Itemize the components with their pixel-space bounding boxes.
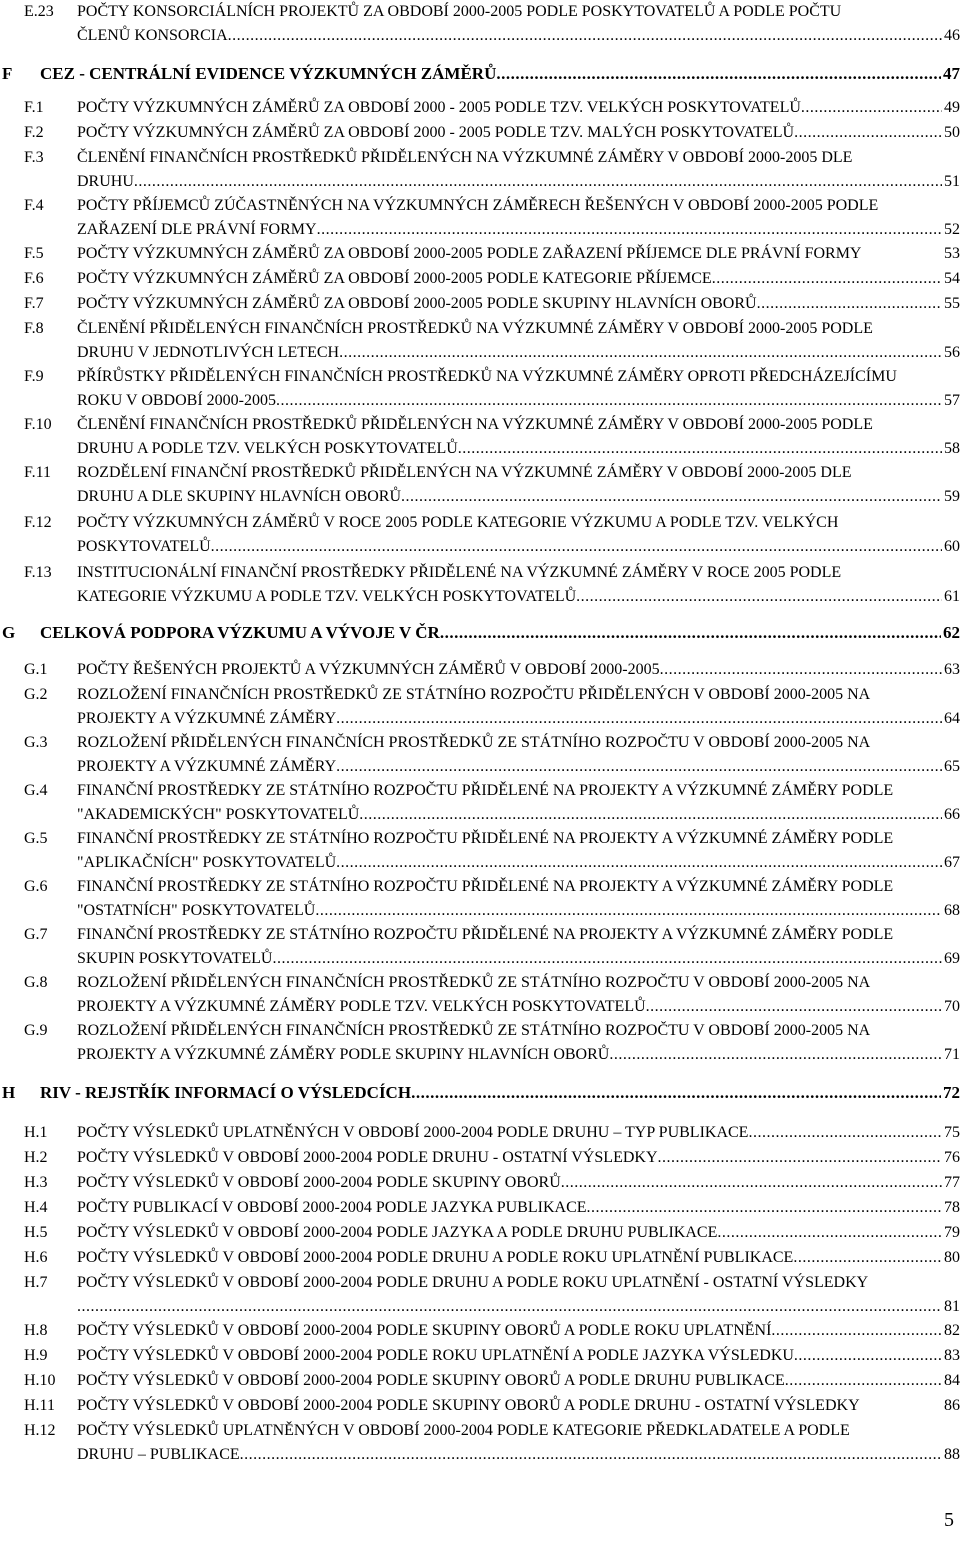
entry-page-number: 52 xyxy=(944,221,960,238)
entry-number: H.1 xyxy=(24,1124,48,1141)
leader-dots xyxy=(785,1369,942,1393)
entry-title-line xyxy=(77,1121,960,1145)
entry-title-line xyxy=(77,341,960,365)
entry-page-number: 78 xyxy=(944,1199,960,1216)
entry-title-text: POČTY VÝZKUMNÝCH ZÁMĚRŮ ZA OBDOBÍ 2000 - 2005 PODLE TZV. MALÝCH POSKYTOVATELŮ xyxy=(77,124,795,141)
entry-title-text: ROKU V OBDOBÍ 2000-2005 xyxy=(77,392,276,409)
entry-number: G xyxy=(2,623,16,642)
entry-page-number: 80 xyxy=(944,1249,960,1266)
entry-number: G.4 xyxy=(24,782,48,799)
leader-dots xyxy=(660,658,942,682)
entry-page-number: 75 xyxy=(944,1124,960,1141)
entry-page-number: 71 xyxy=(944,1046,960,1063)
entry-title-text: POSKYTOVATELŮ xyxy=(77,538,211,555)
entry-title-text: POČTY VÝZKUMNÝCH ZÁMĚRŮ ZA OBDOBÍ 2000-2005 PODLE KATEGORIE PŘÍJEMCE xyxy=(77,270,712,287)
entry-page-number: 57 xyxy=(944,392,960,409)
entry-number: F xyxy=(2,64,13,83)
entry-title-text: POČTY VÝZKUMNÝCH ZÁMĚRŮ ZA OBDOBÍ 2000-2005 PODLE SKUPINY HLAVNÍCH OBORŮ xyxy=(77,295,757,312)
entry-number: F.1 xyxy=(24,99,44,116)
leader-dots xyxy=(339,341,942,365)
entry-number: F.2 xyxy=(24,124,44,141)
entry-title-text: DRUHU A PODLE TZV. VELKÝCH POSKYTOVATELŮ xyxy=(77,440,458,457)
entry-page-number: 65 xyxy=(944,758,960,775)
entry-title-line xyxy=(77,1146,960,1170)
entry-title-line: POČTY PŘÍJEMCŮ ZÚČASTNĚNÝCH NA VÝZKUMNÝCH ZÁMĚRECH ŘEŠENÝCH V OBDOBÍ 2000-2005 PODLE xyxy=(77,197,879,214)
entry-title-line xyxy=(77,1295,960,1319)
entry-title-line xyxy=(77,485,960,509)
entry-title-line xyxy=(77,851,960,875)
entry-title-text: KATEGORIE VÝZKUMU A PODLE TZV. VELKÝCH POSKYTOVATELŮ xyxy=(77,588,577,605)
entry-title-text: CEZ - CENTRÁLNÍ EVIDENCE VÝZKUMNÝCH ZÁMĚRŮ xyxy=(40,64,497,83)
entry-number: G.2 xyxy=(24,686,48,703)
entry-title-line: ČLENĚNÍ FINANČNÍCH PROSTŘEDKŮ PŘIDĚLENÝCH NA VÝZKUMNÉ ZÁMĚRY V OBDOBÍ 2000-2005 PODLE xyxy=(77,416,873,433)
entry-title-line xyxy=(77,947,960,971)
entry-number: F.4 xyxy=(24,197,44,214)
entry-number: H.8 xyxy=(24,1322,48,1339)
leader-dots xyxy=(272,947,942,971)
entry-title-line xyxy=(77,1043,960,1067)
leader-dots xyxy=(411,1081,941,1105)
entry-title-text: POČTY VÝSLEDKŮ V OBDOBÍ 2000-2004 PODLE DRUHU - OSTATNÍ VÝSLEDKY xyxy=(77,1149,658,1166)
entry-title-text: SKUPIN POSKYTOVATELŮ xyxy=(77,950,273,967)
entry-number: F.9 xyxy=(24,368,44,385)
leader-dots xyxy=(717,1221,942,1245)
entry-number: F.5 xyxy=(24,245,44,262)
entry-page-number: 60 xyxy=(944,538,960,555)
entry-number: H.6 xyxy=(24,1249,48,1266)
entry-title-line xyxy=(40,62,960,86)
entry-title-text: POČTY VÝSLEDKŮ V OBDOBÍ 2000-2004 PODLE JAZYKA A PODLE DRUHU PUBLIKACE xyxy=(77,1224,718,1241)
leader-dots xyxy=(440,621,941,645)
leader-dots xyxy=(401,485,942,509)
entry-title-line: ČLENĚNÍ PŘIDĚLENÝCH FINANČNÍCH PROSTŘEDKŮ NA VÝZKUMNÉ ZÁMĚRY V OBDOBÍ 2000-2005 PODLE xyxy=(77,320,873,337)
leader-dots xyxy=(359,803,942,827)
entry-number: G.5 xyxy=(24,830,48,847)
entry-title-text: POČTY VÝSLEDKŮ V OBDOBÍ 2000-2004 PODLE DRUHU A PODLE ROKU UPLATNĚNÍ PUBLIKACE xyxy=(77,1249,794,1266)
entry-title-line xyxy=(77,1394,960,1418)
leader-dots xyxy=(315,899,942,923)
entry-title-text: "APLIKAČNÍCH" POSKYTOVATELŮ xyxy=(77,854,337,871)
entry-page-number: 51 xyxy=(944,173,960,190)
entry-number: H.3 xyxy=(24,1174,48,1191)
page-number: 5 xyxy=(944,1509,954,1531)
entry-title-line: PŘÍRŮSTKY PŘIDĚLENÝCH FINANČNÍCH PROSTŘEDKŮ NA VÝZKUMNÉ ZÁMĚRY OPROTI PŘEDCHÁZEJÍCÍMU xyxy=(77,368,897,385)
leader-dots xyxy=(561,1171,942,1195)
entry-title-line xyxy=(77,292,960,316)
entry-page-number: 64 xyxy=(944,710,960,727)
entry-title-text: "OSTATNÍCH" POSKYTOVATELŮ xyxy=(77,902,316,919)
entry-title-line: FINANČNÍ PROSTŘEDKY ZE STÁTNÍHO ROZPOČTU PŘIDĚLENÉ NA PROJEKTY A VÝZKUMNÉ ZÁMĚRY PODLE xyxy=(77,830,894,847)
entry-title-text: POČTY VÝSLEDKŮ V OBDOBÍ 2000-2004 PODLE SKUPINY OBORŮ xyxy=(77,1174,561,1191)
entry-title-text: POČTY VÝSLEDKŮ V OBDOBÍ 2000-2004 PODLE SKUPINY OBORŮ A PODLE DRUHU PUBLIKACE xyxy=(77,1372,785,1389)
entry-title-line: FINANČNÍ PROSTŘEDKY ZE STÁTNÍHO ROZPOČTU PŘIDĚLENÉ NA PROJEKTY A VÝZKUMNÉ ZÁMĚRY PODLE xyxy=(77,926,894,943)
leader-dots xyxy=(801,96,942,120)
entry-number: G.6 xyxy=(24,878,48,895)
entry-page-number: 47 xyxy=(943,64,960,83)
entry-number: E.23 xyxy=(24,3,54,20)
entry-title-line xyxy=(77,899,960,923)
entry-title-text: PROJEKTY A VÝZKUMNÉ ZÁMĚRY xyxy=(77,710,337,727)
entry-page-number: 81 xyxy=(944,1298,960,1315)
entry-page-number: 76 xyxy=(944,1149,960,1166)
entry-title-text: CELKOVÁ PODPORA VÝZKUMU A VÝVOJE V ČR xyxy=(40,623,440,642)
entry-number: G.9 xyxy=(24,1022,48,1039)
entry-number: H.10 xyxy=(24,1372,56,1389)
entry-page-number: 88 xyxy=(944,1446,960,1463)
entry-title-line: ČLENĚNÍ FINANČNÍCH PROSTŘEDKŮ PŘIDĚLENÝCH NA VÝZKUMNÉ ZÁMĚRY V OBDOBÍ 2000-2005 DLE xyxy=(77,149,853,166)
entry-title-line xyxy=(77,755,960,779)
entry-number: H.5 xyxy=(24,1224,48,1241)
entry-title-line xyxy=(77,535,960,559)
entry-title-line xyxy=(77,267,960,291)
entry-number: F.11 xyxy=(24,464,52,481)
entry-title-line: FINANČNÍ PROSTŘEDKY ZE STÁTNÍHO ROZPOČTU PŘIDĚLENÉ NA PROJEKTY A VÝZKUMNÉ ZÁMĚRY PODLE xyxy=(77,878,894,895)
entry-title-line xyxy=(77,24,960,48)
entry-page-number: 68 xyxy=(944,902,960,919)
entry-title-line xyxy=(40,621,960,645)
leader-dots xyxy=(794,121,942,145)
leader-dots xyxy=(211,535,942,559)
entry-page-number: 55 xyxy=(944,295,960,312)
entry-title-text: POČTY VÝSLEDKŮ UPLATNĚNÝCH V OBDOBÍ 2000-2004 PODLE DRUHU – TYP PUBLIKACE xyxy=(77,1124,749,1141)
entry-number: G.8 xyxy=(24,974,48,991)
entry-title-text: PROJEKTY A VÝZKUMNÉ ZÁMĚRY PODLE TZV. VELKÝCH POSKYTOVATELŮ xyxy=(77,998,646,1015)
entry-number: H.9 xyxy=(24,1347,48,1364)
entry-number: H.7 xyxy=(24,1274,48,1291)
entry-number: G.7 xyxy=(24,926,48,943)
entry-title-line xyxy=(77,585,960,609)
entry-title-text: POČTY PUBLIKACÍ V OBDOBÍ 2000-2004 PODLE JAZYKA PUBLIKACE xyxy=(77,1199,587,1216)
entry-page-number: 67 xyxy=(944,854,960,871)
entry-page-number: 69 xyxy=(944,950,960,967)
entry-title-line: POČTY VÝSLEDKŮ V OBDOBÍ 2000-2004 PODLE DRUHU A PODLE ROKU UPLATNĚNÍ - OSTATNÍ VÝSLEDKY xyxy=(77,1274,869,1291)
entry-number: H xyxy=(2,1083,16,1102)
leader-dots xyxy=(771,1319,942,1343)
entry-title-line xyxy=(77,658,960,682)
entry-title-text: POČTY VÝSLEDKŮ V OBDOBÍ 2000-2004 PODLE SKUPINY OBORŮ A PODLE DRUHU - OSTATNÍ VÝSLEDKY xyxy=(77,1397,860,1414)
entry-number: H.11 xyxy=(24,1397,55,1414)
entry-title-line xyxy=(40,1081,960,1105)
entry-page-number: 86 xyxy=(944,1397,960,1414)
entry-title-line xyxy=(77,995,960,1019)
leader-dots xyxy=(757,292,942,316)
entry-title-line xyxy=(77,1196,960,1220)
entry-page-number: 56 xyxy=(944,344,960,361)
entry-number: H.12 xyxy=(24,1422,56,1439)
leader-dots xyxy=(646,995,942,1019)
leader-dots xyxy=(587,1196,942,1220)
entry-title-line xyxy=(77,803,960,827)
entry-title-text: ZAŘAZENÍ DLE PRÁVNÍ FORMY xyxy=(77,221,317,238)
entry-title-line xyxy=(77,1443,960,1467)
entry-page-number: 72 xyxy=(943,1083,960,1102)
leader-dots xyxy=(496,62,941,86)
entry-page-number: 82 xyxy=(944,1322,960,1339)
leader-dots xyxy=(276,389,942,413)
entry-title-text: ČLENŮ KONSORCIA xyxy=(77,27,228,44)
entry-title-text: POČTY VÝSLEDKŮ V OBDOBÍ 2000-2004 PODLE ROKU UPLATNĚNÍ A PODLE JAZYKA VÝSLEDKU xyxy=(77,1347,794,1364)
entry-title-line xyxy=(77,1319,960,1343)
entry-page-number: 79 xyxy=(944,1224,960,1241)
entry-title-line xyxy=(77,242,960,266)
leader-dots xyxy=(793,1246,942,1270)
entry-number: F.10 xyxy=(24,416,52,433)
entry-title-text: DRUHU – PUBLIKACE xyxy=(77,1446,240,1463)
leader-dots xyxy=(317,218,942,242)
entry-title-line: ROZLOŽENÍ PŘIDĚLENÝCH FINANČNÍCH PROSTŘEDKŮ ZE STÁTNÍHO ROZPOČTU V OBDOBÍ 2000-2005 NA xyxy=(77,1022,871,1039)
entry-page-number: 58 xyxy=(944,440,960,457)
entry-number: G.3 xyxy=(24,734,48,751)
leader-dots xyxy=(240,1443,942,1467)
entry-title-line: ROZLOŽENÍ FINANČNÍCH PROSTŘEDKŮ ZE STÁTNÍHO ROZPOČTU PŘIDĚLENÝCH V OBDOBÍ 2000-2005 NA xyxy=(77,686,871,703)
entry-title-line xyxy=(77,218,960,242)
entry-title-line: POČTY VÝZKUMNÝCH ZÁMĚRŮ V ROCE 2005 PODLE KATEGORIE VÝZKUMU A PODLE TZV. VELKÝCH xyxy=(77,514,839,531)
entry-number: H.4 xyxy=(24,1199,48,1216)
entry-page-number: 61 xyxy=(944,588,960,605)
entry-page-number: 62 xyxy=(943,623,960,642)
entry-page-number: 53 xyxy=(944,245,960,262)
entry-title-line xyxy=(77,389,960,413)
entry-number: F.13 xyxy=(24,564,52,581)
leader-dots xyxy=(336,851,942,875)
entry-title-line: INSTITUCIONÁLNÍ FINANČNÍ PROSTŘEDKY PŘIDĚLENÉ NA VÝZKUMNÉ ZÁMĚRY V ROCE 2005 PODLE xyxy=(77,564,842,581)
entry-number: F.7 xyxy=(24,295,44,312)
entry-title-text: POČTY ŘEŠENÝCH PROJEKTŮ A VÝZKUMNÝCH ZÁMĚRŮ V OBDOBÍ 2000-2005 xyxy=(77,661,660,678)
entry-title-text: RIV - REJSTŘÍK INFORMACÍ O VÝSLEDCÍCH xyxy=(40,1083,412,1102)
leader-dots xyxy=(458,437,942,461)
entry-title-line xyxy=(77,707,960,731)
entry-page-number: 70 xyxy=(944,998,960,1015)
entry-title-line: FINANČNÍ PROSTŘEDKY ZE STÁTNÍHO ROZPOČTU PŘIDĚLENÉ NA PROJEKTY A VÝZKUMNÉ ZÁMĚRY PODLE xyxy=(77,782,894,799)
entry-title-line: POČTY KONSORCIÁLNÍCH PROJEKTŮ ZA OBDOBÍ 2000-2005 PODLE POSKYTOVATELŮ A PODLE POČTU xyxy=(77,3,842,20)
entry-title-line: POČTY VÝSLEDKŮ UPLATNĚNÝCH V OBDOBÍ 2000-2004 PODLE KATEGORIE PŘEDKLADATELE A PODLE xyxy=(77,1422,850,1439)
entry-page-number: 49 xyxy=(944,99,960,116)
leader-dots xyxy=(228,24,942,48)
entry-title-text: PROJEKTY A VÝZKUMNÉ ZÁMĚRY xyxy=(77,758,337,775)
leader-dots xyxy=(748,1121,942,1145)
entry-title-line xyxy=(77,121,960,145)
entry-number: F.8 xyxy=(24,320,44,337)
entry-number: G.1 xyxy=(24,661,48,678)
entry-number: F.12 xyxy=(24,514,52,531)
entry-page-number: 83 xyxy=(944,1347,960,1364)
entry-page-number: 63 xyxy=(944,661,960,678)
entry-page-number: 54 xyxy=(944,270,960,287)
entry-title-text: POČTY VÝZKUMNÝCH ZÁMĚRŮ ZA OBDOBÍ 2000 - 2005 PODLE TZV. VELKÝCH POSKYTOVATELŮ xyxy=(77,99,801,116)
entry-title-line xyxy=(77,1246,960,1270)
entry-title-text: DRUHU V JEDNOTLIVÝCH LETECH xyxy=(77,344,340,361)
entry-title-text: POČTY VÝSLEDKŮ V OBDOBÍ 2000-2004 PODLE SKUPINY OBORŮ A PODLE ROKU UPLATNĚNÍ xyxy=(77,1322,772,1339)
entry-number: F.3 xyxy=(24,149,44,166)
leader-dots xyxy=(77,1295,942,1319)
leader-dots xyxy=(794,1344,942,1368)
entry-title-line xyxy=(77,170,960,194)
entry-title-line xyxy=(77,437,960,461)
leader-dots xyxy=(336,755,942,779)
entry-page-number: 66 xyxy=(944,806,960,823)
entry-page-number: 46 xyxy=(944,27,960,44)
leader-dots xyxy=(336,707,942,731)
entry-title-text: POČTY VÝZKUMNÝCH ZÁMĚRŮ ZA OBDOBÍ 2000-2005 PODLE ZAŘAZENÍ PŘÍJEMCE DLE PRÁVNÍ FORMY xyxy=(77,245,862,262)
leader-dots xyxy=(712,267,942,291)
entry-title-line: ROZDĚLENÍ FINANČNÍ PROSTŘEDKŮ PŘIDĚLENÝCH NA VÝZKUMNÉ ZÁMĚRY V OBDOBÍ 2000-2005 DLE xyxy=(77,464,852,481)
entry-page-number: 50 xyxy=(944,124,960,141)
entry-page-number: 84 xyxy=(944,1372,960,1389)
entry-page-number: 77 xyxy=(944,1174,960,1191)
entry-title-line xyxy=(77,1221,960,1245)
entry-title-text: PROJEKTY A VÝZKUMNÉ ZÁMĚRY PODLE SKUPINY HLAVNÍCH OBORŮ xyxy=(77,1046,610,1063)
entry-title-text: DRUHU xyxy=(77,173,134,190)
entry-number: H.2 xyxy=(24,1149,48,1166)
leader-dots xyxy=(134,170,942,194)
entry-title-line: ROZLOŽENÍ PŘIDĚLENÝCH FINANČNÍCH PROSTŘEDKŮ ZE STÁTNÍHO ROZPOČTU V OBDOBÍ 2000-2005 NA xyxy=(77,974,871,991)
entry-number: F.6 xyxy=(24,270,44,287)
leader-dots xyxy=(609,1043,942,1067)
entry-title-line xyxy=(77,1344,960,1368)
entry-title-line xyxy=(77,96,960,120)
entry-title-line xyxy=(77,1171,960,1195)
entry-title-text: DRUHU A DLE SKUPINY HLAVNÍCH OBORŮ xyxy=(77,488,402,505)
entry-title-line xyxy=(77,1369,960,1393)
entry-page-number: 59 xyxy=(944,488,960,505)
leader-dots xyxy=(658,1146,942,1170)
entry-title-text: "AKADEMICKÝCH" POSKYTOVATELŮ xyxy=(77,806,360,823)
leader-dots xyxy=(576,585,942,609)
entry-title-line: ROZLOŽENÍ PŘIDĚLENÝCH FINANČNÍCH PROSTŘEDKŮ ZE STÁTNÍHO ROZPOČTU V OBDOBÍ 2000-2005 NA xyxy=(77,734,871,751)
